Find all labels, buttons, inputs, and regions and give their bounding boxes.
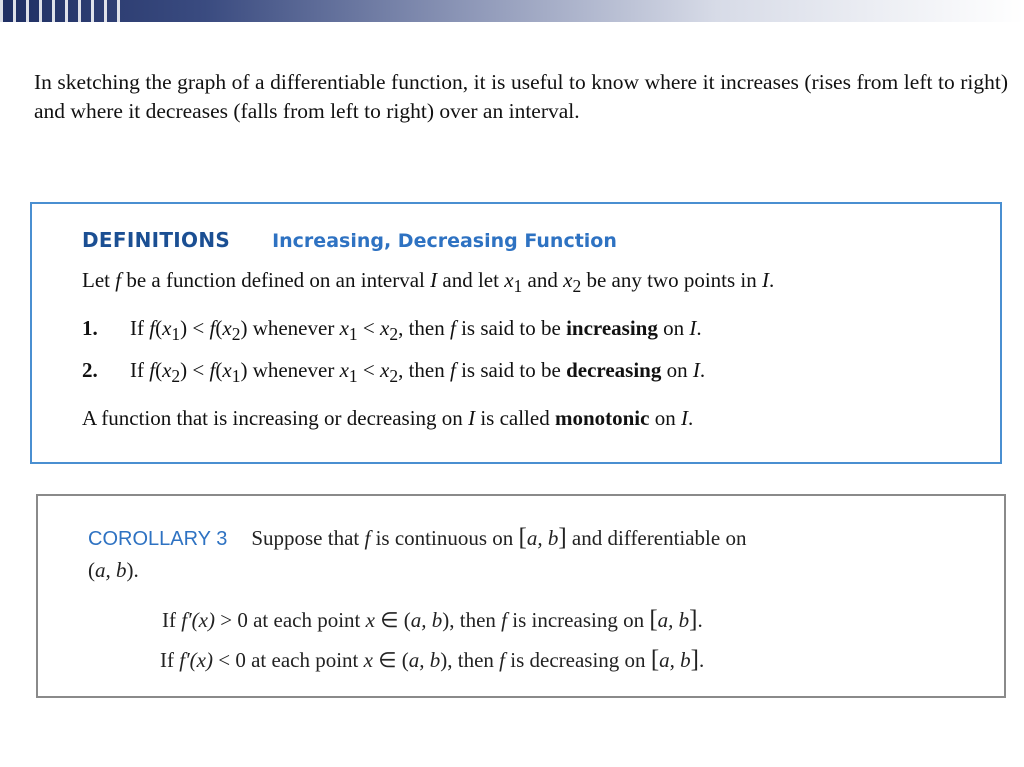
math-interval: I (680, 406, 688, 430)
math-f: f (449, 316, 456, 340)
math-f: f (149, 316, 156, 340)
text-run: . (696, 316, 702, 340)
math-interval: I (762, 268, 770, 292)
text-run: If (130, 358, 150, 382)
math-subscript: 1 (231, 366, 241, 387)
math-subscript: 2 (231, 324, 241, 345)
math-interval-ab: a, b (95, 558, 127, 582)
text-run: , then (398, 358, 450, 382)
text-run: is called (475, 406, 555, 430)
math-x: x (222, 358, 232, 382)
definition-item-increasing: 1. If $f(x_1) < f(x_2)$ whenever $x_1 < x_2$, then f is said to be increasing on I. (82, 316, 702, 345)
definition-monotonic (82, 406, 693, 431)
text-run: and (522, 268, 564, 292)
corollary-condition-increasing (162, 606, 703, 634)
definition-item-decreasing: 2. If $f(x_2) < f(x_1)$ whenever $x_1 < x_2$, then f is said to be decreasing on I. (82, 358, 706, 387)
math-less-than: < (187, 316, 210, 340)
definitions-title: Increasing, Decreasing Function (272, 230, 617, 252)
text-run: If (130, 316, 150, 340)
text-run: . (687, 406, 694, 430)
math-interval-ab: a, b (408, 648, 441, 672)
definitions-intro (82, 268, 774, 297)
text-run: . (698, 648, 705, 672)
text-run: whenever (247, 316, 340, 340)
math-less-than: < (357, 316, 380, 340)
text-run: whenever (247, 358, 340, 382)
math-interval: I (692, 358, 700, 382)
text-run: Let (82, 268, 116, 292)
definitions-heading (82, 228, 617, 252)
math-subscript: 1 (348, 324, 358, 345)
text-run: If (160, 648, 180, 672)
text-run: on (657, 316, 690, 340)
item-number: 2. (82, 358, 98, 382)
math-x: x (365, 608, 375, 632)
text-run: ), then (440, 648, 500, 672)
math-f: f (364, 526, 371, 550)
math-subscript: 1 (348, 366, 358, 387)
term-decreasing: decreasing (566, 358, 662, 382)
term-increasing: increasing (566, 316, 658, 340)
math-bracket: [ (518, 524, 527, 551)
text-run: Suppose that (251, 526, 365, 550)
text-run: A function that is increasing or decreasing on (82, 406, 469, 430)
text-run: . (697, 608, 703, 632)
corollary-statement (88, 524, 746, 552)
text-run: If (162, 608, 182, 632)
math-derivative: f′(x) (179, 648, 213, 672)
corollary-label: COROLLARY 3 (88, 528, 228, 550)
math-bracket: ] (690, 646, 699, 673)
corollary-statement-cont (88, 558, 139, 583)
math-subscript: 2 (572, 276, 582, 297)
math-x: x (339, 358, 349, 382)
math-derivative: f′(x) (181, 608, 215, 632)
math-x: x (162, 316, 172, 340)
text-run: ∈ ( (372, 648, 409, 672)
term-monotonic: monotonic (554, 406, 650, 430)
corollary-box (36, 494, 1006, 698)
math-f: f (501, 608, 508, 632)
math-x: x (379, 358, 390, 382)
text-run: > 0 at each point (215, 608, 366, 632)
math-f: f (449, 358, 456, 382)
slide-header-bar (0, 0, 1024, 22)
math-bracket: [ (649, 606, 658, 633)
math-subscript: 1 (171, 324, 181, 345)
math-interval-ab: a, b (410, 608, 443, 632)
math-subscript: 1 (513, 276, 523, 297)
text-run: is said to be (455, 316, 567, 340)
math-x: x (379, 316, 390, 340)
text-run: ), then (442, 608, 502, 632)
header-stripes (0, 0, 120, 22)
text-run: and differentiable on (566, 526, 747, 550)
text-run: ). (126, 558, 139, 582)
math-interval-ab: a, b (657, 608, 690, 632)
math-f: f (149, 358, 156, 382)
text-run: be any two points in (581, 268, 763, 292)
math-f: f (209, 316, 216, 340)
text-run: is decreasing on (505, 648, 651, 672)
definitions-label: DEFINITIONS (82, 228, 231, 252)
math-subscript: 2 (389, 366, 399, 387)
intro-paragraph: In sketching the graph of a differentiable function, it is useful to know where it increases (rises from left to right) and where it decreases (falls from left to right) over an interval. (34, 70, 1008, 123)
math-interval-ab: a, b (659, 648, 691, 672)
text-run: is continuous on (370, 526, 519, 550)
math-interval: I (689, 316, 697, 340)
math-x: x (363, 648, 373, 672)
math-bracket: [ (650, 646, 660, 673)
text-run: on (649, 406, 681, 430)
math-subscript: 2 (389, 324, 399, 345)
math-subscript: 2 (171, 366, 181, 387)
math-bracket: ] (558, 524, 567, 551)
item-number: 1. (82, 316, 98, 340)
text-run: is increasing on (507, 608, 650, 632)
corollary-condition-decreasing (160, 646, 704, 674)
math-interval: I (430, 268, 438, 292)
text-run: < 0 at each point (213, 648, 364, 672)
math-less-than: < (187, 358, 210, 382)
text-run: is said to be (455, 358, 567, 382)
text-run: ∈ ( (374, 608, 411, 632)
text-run: . (699, 358, 706, 382)
math-x: x (162, 358, 172, 382)
math-interval-ab: a, b (526, 526, 559, 550)
text-run: . (769, 268, 775, 292)
math-f: f (209, 358, 216, 382)
math-x: x (339, 316, 349, 340)
math-interval: I (468, 406, 476, 430)
math-f: f (115, 268, 122, 292)
math-bracket: ] (689, 606, 698, 633)
text-run: on (661, 358, 693, 382)
text-run: and let (437, 268, 505, 292)
text-run: be a function defined on an interval (121, 268, 431, 292)
math-less-than: < (357, 358, 380, 382)
math-x: x (563, 268, 573, 292)
math-f: f (499, 648, 506, 672)
definitions-box (30, 202, 1002, 464)
math-x: x (222, 316, 232, 340)
text-run: ( (88, 558, 95, 582)
math-x: x (504, 268, 514, 292)
text-run: , then (398, 316, 450, 340)
